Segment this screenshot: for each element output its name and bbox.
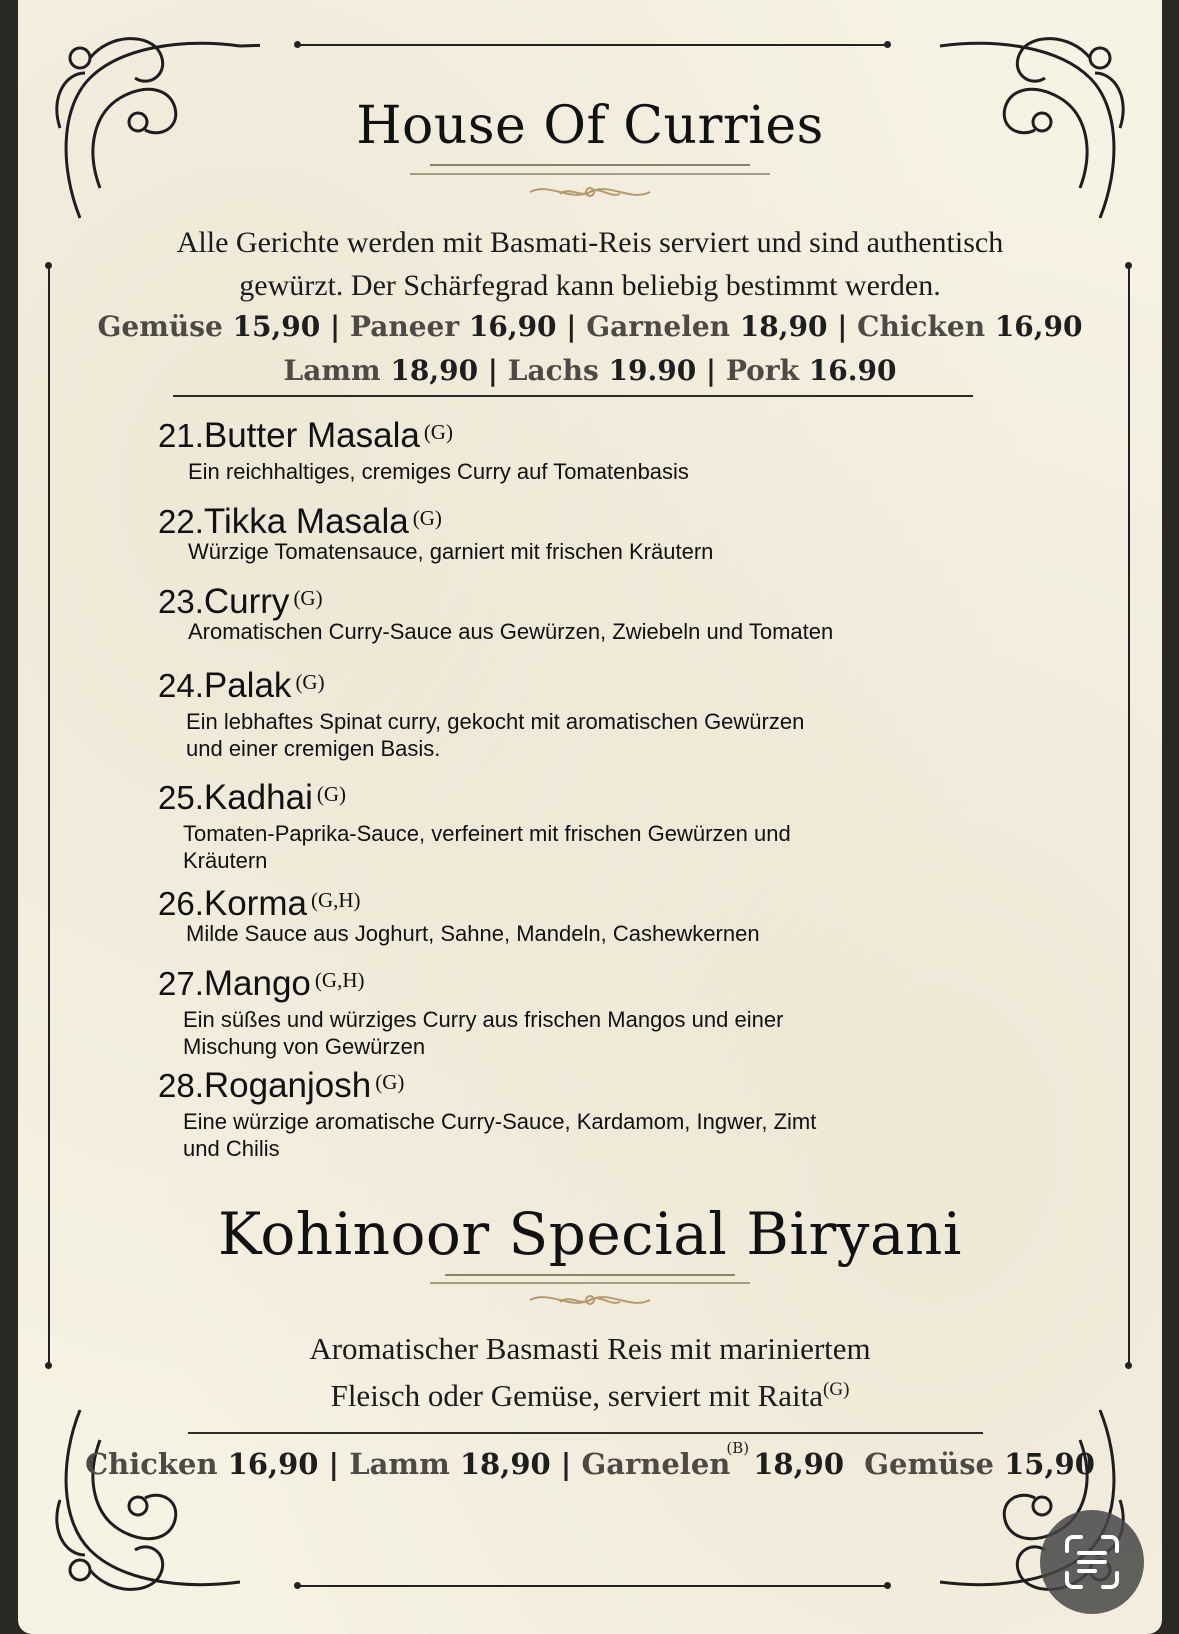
item-number: 27. [158, 965, 204, 1002]
biryani-line-2-text: Fleisch oder Gemüse, serviert mit Raita [330, 1378, 824, 1413]
price-value: 16,90 [994, 310, 1083, 343]
price-name: Gemüse [97, 310, 223, 343]
menu-item [158, 778, 791, 874]
item-name: Mango [203, 964, 311, 1003]
menu-item-title [158, 1066, 816, 1106]
price-value: 15,90 [232, 310, 321, 343]
item-name: Korma [203, 884, 307, 923]
price-name: Lamm [283, 354, 381, 387]
frame-bottom-line [298, 1585, 888, 1587]
item-allergens: (G) [295, 670, 325, 694]
item-allergens: (G,H) [314, 968, 365, 992]
menu-item [158, 502, 713, 565]
menu-item-title [158, 666, 804, 706]
item-number: 21. [158, 417, 204, 454]
item-allergens: (G) [423, 420, 453, 444]
menu-item-description: Würzige Tomatensauce, garniert mit frischen Kräutern [188, 539, 714, 564]
menu-item-title [158, 502, 713, 542]
menu-item-title [158, 778, 791, 818]
price-value: 16,90 [227, 1447, 319, 1481]
frame-dot [884, 41, 891, 48]
item-number: 26. [158, 885, 204, 922]
menu-item-description: Ein lebhaftes Spinat curry, gekocht mit aromatischen Gewürzen und einer cremigen Basis. [186, 709, 805, 761]
price-value: 18,90 [739, 310, 828, 343]
price-value: 15,90 [1004, 1447, 1095, 1481]
intro-text [18, 221, 1162, 307]
price-row-2: Lamm 18,90 | Lachs 19.90 | Pork 16.90 [283, 354, 897, 387]
item-name: Curry [203, 582, 290, 621]
price-value: 18,90 [753, 1447, 845, 1481]
price-value: 16,90 [468, 310, 557, 343]
price-name: Chicken [85, 1447, 218, 1481]
intro-line-2: gewürzt. Der Schärfegrad kann beliebig bestimmt werden. [239, 269, 941, 302]
price-name: Lamm [349, 1447, 450, 1481]
biryani-title: Kohinoor Special Biryani [218, 1200, 962, 1268]
menu-item [158, 884, 760, 947]
menu-item [158, 964, 783, 1060]
menu-item-description: Eine würzige aromatische Curry-Sauce, Kardamom, Ingwer, Zimt und Chilis [183, 1109, 817, 1161]
biryani-description [18, 1325, 1162, 1419]
frame-dot [884, 1582, 891, 1589]
menu-page [18, 0, 1162, 1634]
item-allergens: (G) [412, 506, 442, 530]
frame-top-line [298, 44, 888, 46]
price-value: 18,90 [459, 1447, 551, 1481]
page-title: House Of Curries [356, 96, 824, 156]
item-allergens: (G) [293, 586, 323, 610]
menu-item [158, 1066, 816, 1162]
text-scan-icon [1063, 1533, 1121, 1591]
item-allergens: (G) [375, 1070, 405, 1094]
price-value: 16.90 [808, 354, 897, 387]
price-name: Lachs [507, 354, 599, 387]
flourish-ornament-icon [410, 162, 770, 208]
biryani-line-2 [18, 1372, 1162, 1419]
item-allergens: (G) [316, 782, 347, 806]
menu-item [158, 416, 689, 485]
price-value: 19.90 [608, 354, 697, 387]
price-name: Garnelen [581, 1447, 731, 1481]
divider [173, 395, 973, 397]
flourish-ornament-icon [430, 1272, 750, 1316]
price-name: Paneer [349, 310, 460, 343]
intro-line-1: Alle Gerichte werden mit Basmati-Reis serviert und sind authentisch [176, 226, 1004, 259]
item-number: 24. [158, 667, 204, 704]
menu-item-title [158, 416, 689, 456]
menu-item [158, 582, 833, 645]
text-scan-button[interactable] [1040, 1510, 1144, 1614]
price-name: Chicken [857, 310, 986, 343]
item-number: 25. [158, 779, 204, 816]
item-name: Butter Masala [203, 416, 420, 455]
price-name: Gemüse [864, 1447, 994, 1481]
menu-item-description: Ein reichhaltiges, cremiges Curry auf Tomatenbasis [188, 459, 689, 484]
price-name: Pork [725, 354, 800, 387]
frame-dot [294, 41, 301, 48]
price-value: 18,90 [390, 354, 479, 387]
frame-dot [294, 1582, 301, 1589]
biryani-allergen: (G) [823, 1379, 850, 1400]
price-allergen: (B) [726, 1439, 750, 1457]
menu-item-description: Aromatischen Curry-Sauce aus Gewürzen, Zwiebeln und Tomaten [188, 619, 834, 644]
item-allergens: (G,H) [310, 888, 361, 912]
price-row-1: Gemüse 15,90 | Paneer 16,90 | Garnelen 18,90 | Chicken 16,90 [97, 310, 1083, 343]
menu-item-title [158, 582, 833, 622]
item-name: Tikka Masala [203, 502, 409, 541]
biryani-price-list: Chicken 16,90 | Lamm 18,90 | Garnelen$^{(B)}$ 18,90 Gemüse 15,90 [85, 1439, 1095, 1481]
item-name: Palak [203, 666, 292, 705]
menu-item-description: Tomaten-Paprika-Sauce, verfeinert mit frischen Gewürzen und Kräutern [183, 821, 791, 873]
item-number: 22. [158, 503, 204, 540]
item-number: 28. [158, 1067, 204, 1104]
biryani-line-1: Aromatischer Basmasti Reis mit mariniertem [309, 1331, 871, 1366]
price-name: Garnelen [586, 310, 731, 343]
menu-item-title [158, 884, 760, 924]
item-name: Roganjosh [203, 1066, 372, 1105]
curry-price-list [18, 305, 1162, 393]
menu-item [158, 666, 804, 762]
menu-item-title [158, 964, 783, 1004]
menu-item-description: Ein süßes und würziges Curry aus frischen Mangos und einer Mischung von Gewürzen [183, 1007, 784, 1059]
item-number: 23. [158, 583, 204, 620]
item-name: Kadhai [203, 778, 313, 817]
divider [188, 1432, 983, 1434]
menu-item-description: Milde Sauce aus Joghurt, Sahne, Mandeln, Cashewkernen [186, 921, 760, 946]
